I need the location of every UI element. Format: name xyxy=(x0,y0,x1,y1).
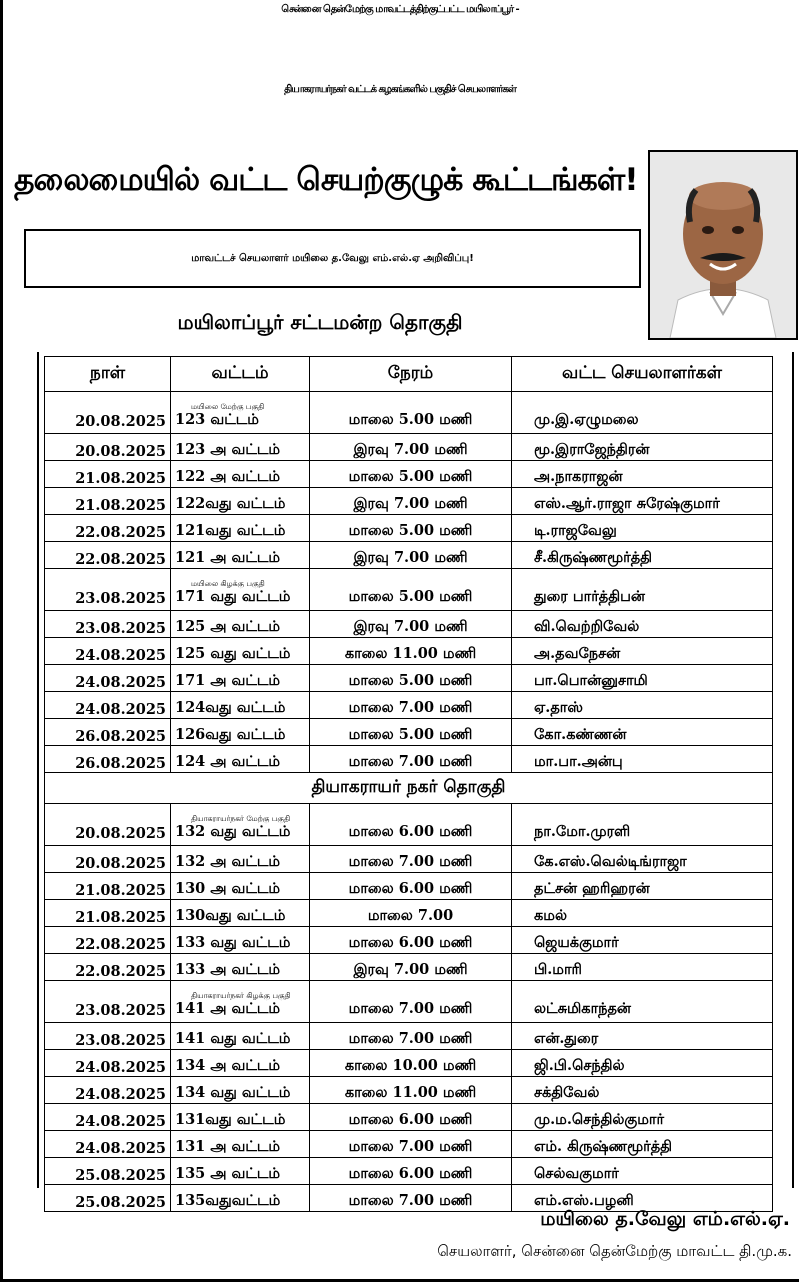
secretary-cell xyxy=(512,719,773,746)
secretary-cell xyxy=(512,804,773,846)
secretary-name: அ.நாகராஜன் xyxy=(534,468,623,485)
secretary-name: என்.துரை xyxy=(534,1030,599,1047)
secretary-name: மூ.இராஜேந்திரன் xyxy=(534,441,650,458)
secretary-cell xyxy=(512,638,773,665)
headline-line-1: சென்னை தென்மேற்கு மாவட்டத்திற்குட்பட்ட மயிலாப்பூர் - xyxy=(281,4,519,15)
secretary-name: டி.ராஜவேலு xyxy=(534,522,617,539)
time-cell: மாலை 5.00 மணி xyxy=(310,461,512,488)
secretary-name: லட்சுமிகாந்தன் xyxy=(534,1000,631,1017)
date-cell: 24.08.2025 xyxy=(45,1131,171,1158)
portrait-illustration xyxy=(650,152,796,338)
area-note: மயிலை கிழக்கு பகுதி xyxy=(191,579,265,588)
table-row xyxy=(45,1077,773,1104)
table-row xyxy=(45,665,773,692)
date-cell: 22.08.2025 xyxy=(45,542,171,569)
secretary-cell xyxy=(512,665,773,692)
ward-cell: 123 அ வட்டம் xyxy=(171,434,310,461)
secretary-name: கே.எஸ்.வெல்டிங்ராஜா xyxy=(534,853,687,870)
time-cell: மாலை 7.00 மணி xyxy=(310,1185,512,1212)
time-cell: மாலை 6.00 மணி xyxy=(310,1158,512,1185)
secretary-cell xyxy=(512,1050,773,1077)
ward-cell: 121வது வட்டம் xyxy=(171,515,310,542)
secretary-cell xyxy=(512,515,773,542)
ward-cell: 135 அ வட்டம் xyxy=(171,1158,310,1185)
date-cell: 21.08.2025 xyxy=(45,461,171,488)
table-row xyxy=(45,719,773,746)
secretary-cell xyxy=(512,1131,773,1158)
date-cell: 24.08.2025 xyxy=(45,1077,171,1104)
schedule-table xyxy=(44,356,773,1212)
time-cell: இரவு 7.00 மணி xyxy=(310,434,512,461)
secretary-cell xyxy=(512,746,773,773)
time-cell: மாலை 5.00 மணி xyxy=(310,569,512,611)
date-cell: 22.08.2025 xyxy=(45,515,171,542)
ward-cell: 131 அ வட்டம் xyxy=(171,1131,310,1158)
time-cell: காலை 11.00 மணி xyxy=(310,638,512,665)
ward-cell: 133 வது வட்டம் xyxy=(171,927,310,954)
secretary-cell xyxy=(512,981,773,1023)
secretary-cell xyxy=(512,1023,773,1050)
secretary-cell xyxy=(512,542,773,569)
secretary-cell xyxy=(512,461,773,488)
time-cell: மாலை 6.00 மணி xyxy=(310,1104,512,1131)
table-row xyxy=(45,515,773,542)
secretary-name: எஸ்.ஆர்.ராஜா சுரேஷ்குமார் xyxy=(534,495,720,512)
secretary-name: ஏ.தாஸ் xyxy=(534,699,583,716)
portrait-photo xyxy=(648,150,798,340)
secretary-cell xyxy=(512,900,773,927)
table-row xyxy=(45,746,773,773)
date-cell: 20.08.2025 xyxy=(45,434,171,461)
area-note: மயிலை மேற்கு பகுதி xyxy=(191,402,265,411)
ward-cell: 135வதுவட்டம் xyxy=(171,1185,310,1212)
secretary-name: பா.பொன்னுசாமி xyxy=(534,672,648,689)
date-cell: 24.08.2025 xyxy=(45,1104,171,1131)
ward-cell xyxy=(171,981,310,1023)
ward-cell: 125 வது வட்டம் xyxy=(171,638,310,665)
left-rule xyxy=(37,352,39,1188)
time-cell: இரவு 7.00 மணி xyxy=(310,488,512,515)
time-cell: மாலை 5.00 மணி xyxy=(310,515,512,542)
time-cell: மாலை 7.00 xyxy=(310,900,512,927)
date-cell: 21.08.2025 xyxy=(45,488,171,515)
ward-cell: 122வது வட்டம் xyxy=(171,488,310,515)
ward-cell: 132 அ வட்டம் xyxy=(171,846,310,873)
time-cell: மாலை 7.00 மணி xyxy=(310,746,512,773)
time-cell: மாலை 6.00 மணி xyxy=(310,873,512,900)
secretary-cell xyxy=(512,392,773,434)
secretary-name: கோ.கண்ணன் xyxy=(534,726,627,743)
secretary-cell xyxy=(512,611,773,638)
date-cell: 20.08.2025 xyxy=(45,846,171,873)
time-cell: மாலை 6.00 மணி xyxy=(310,927,512,954)
table-header-row xyxy=(45,357,773,392)
date-cell: 22.08.2025 xyxy=(45,927,171,954)
time-cell: மாலை 5.00 மணி xyxy=(310,719,512,746)
ward-cell: 141 வது வட்டம் xyxy=(171,1023,310,1050)
date-cell: 23.08.2025 xyxy=(45,569,171,611)
secretary-name: அ.தவநேசன் xyxy=(534,645,621,662)
time-cell: மாலை 7.00 மணி xyxy=(310,1023,512,1050)
ward-label: 171 வது வட்டம் xyxy=(175,588,291,605)
ward-cell: 124வது வட்டம் xyxy=(171,692,310,719)
date-cell: 25.08.2025 xyxy=(45,1185,171,1212)
secretary-name: துரை பார்த்திபன் xyxy=(534,588,645,605)
table-row xyxy=(45,846,773,873)
secretary-name: மு.ம.செந்தில்குமார் xyxy=(534,1111,665,1128)
ward-cell: 134 அ வட்டம் xyxy=(171,1050,310,1077)
secretary-name: பி.மாரி xyxy=(534,961,582,978)
table-row xyxy=(45,927,773,954)
secretary-name: சக்திவேல் xyxy=(534,1084,600,1101)
table-row xyxy=(45,434,773,461)
secretary-name: சீ.கிருஷ்ணமூர்த்தி xyxy=(534,549,653,566)
table-row xyxy=(45,542,773,569)
time-cell: மாலை 7.00 மணி xyxy=(310,981,512,1023)
header-date: நாள் xyxy=(45,357,171,392)
date-cell: 23.08.2025 xyxy=(45,611,171,638)
ward-label: 132 வது வட்டம் xyxy=(175,823,291,840)
ward-cell: 125 அ வட்டம் xyxy=(171,611,310,638)
secretary-cell xyxy=(512,927,773,954)
table-row xyxy=(45,1158,773,1185)
time-cell: மாலை 5.00 மணி xyxy=(310,392,512,434)
section-title-mylapore: மயிலாப்பூர் சட்டமன்ற தொகுதி xyxy=(177,310,463,334)
header-time: நேரம் xyxy=(310,357,512,392)
time-cell: காலை 11.00 மணி xyxy=(310,1077,512,1104)
date-cell: 26.08.2025 xyxy=(45,719,171,746)
ward-cell: 133 அ வட்டம் xyxy=(171,954,310,981)
secretary-name: மா.பா.அன்பு xyxy=(534,753,623,770)
date-cell: 20.08.2025 xyxy=(45,804,171,846)
header-ward: வட்டம் xyxy=(171,357,310,392)
headline-line-2: தியாகராயர்நகர் வட்டக் கழகங்களில் பகுதிச் செயலாளர்கள் xyxy=(284,84,516,95)
table-row xyxy=(45,638,773,665)
date-cell: 24.08.2025 xyxy=(45,1050,171,1077)
table-row xyxy=(45,392,773,434)
headline-line-3: தலைமையில் வட்ட செயற்குழுக் கூட்டங்கள்! xyxy=(14,162,638,198)
time-cell: மாலை 7.00 மணி xyxy=(310,846,512,873)
header-secretary: வட்ட செயலாளர்கள் xyxy=(512,357,773,392)
date-cell: 21.08.2025 xyxy=(45,900,171,927)
section-title-tnagar: தியாகராயர் நகர் தொகுதி xyxy=(45,773,773,804)
area-note: தியாகராயர்நகர் கிழக்கு பகுதி xyxy=(191,991,291,1000)
secretary-name: எம். கிருஷ்ணமூர்த்தி xyxy=(534,1138,673,1155)
secretary-cell xyxy=(512,1104,773,1131)
ward-label: 141 அ வட்டம் xyxy=(175,1000,281,1017)
time-cell: இரவு 7.00 மணி xyxy=(310,954,512,981)
area-note: தியாகராயர்நகர் மேற்கு பகுதி xyxy=(191,814,291,823)
secretary-cell xyxy=(512,692,773,719)
ward-cell: 124 அ வட்டம் xyxy=(171,746,310,773)
date-cell: 24.08.2025 xyxy=(45,665,171,692)
time-cell: மாலை 7.00 மணி xyxy=(310,1131,512,1158)
secretary-cell xyxy=(512,873,773,900)
ward-cell: 126வது வட்டம் xyxy=(171,719,310,746)
table-row xyxy=(45,981,773,1023)
table-row xyxy=(45,900,773,927)
date-cell: 23.08.2025 xyxy=(45,1023,171,1050)
ward-label: 123 வட்டம் xyxy=(175,411,259,428)
table-row xyxy=(45,954,773,981)
time-cell: மாலை 5.00 மணி xyxy=(310,665,512,692)
ward-cell xyxy=(171,569,310,611)
secretary-name: தட்சன் ஹரிஹரன் xyxy=(534,880,650,897)
right-rule xyxy=(792,352,794,1188)
secretary-cell xyxy=(512,434,773,461)
date-cell: 23.08.2025 xyxy=(45,981,171,1023)
time-cell: இரவு 7.00 மணி xyxy=(310,542,512,569)
ward-cell: 121 அ வட்டம் xyxy=(171,542,310,569)
secretary-name: கமல் xyxy=(534,907,567,924)
table-row xyxy=(45,692,773,719)
table-row xyxy=(45,1023,773,1050)
time-cell: மாலை 7.00 மணி xyxy=(310,692,512,719)
secretary-cell xyxy=(512,488,773,515)
signature-designation: செயலாளர், சென்னை தென்மேற்கு மாவட்ட தி.மு.க. xyxy=(437,1242,792,1260)
table-row xyxy=(45,804,773,846)
ward-cell xyxy=(171,392,310,434)
table-row xyxy=(45,873,773,900)
ward-cell: 130வது வட்டம் xyxy=(171,900,310,927)
ward-cell: 130 அ வட்டம் xyxy=(171,873,310,900)
secretary-cell xyxy=(512,846,773,873)
table-row xyxy=(45,1104,773,1131)
table-row xyxy=(45,611,773,638)
secretary-name: ஜெயக்குமார் xyxy=(534,934,619,951)
time-cell: மாலை 6.00 மணி xyxy=(310,804,512,846)
date-cell: 22.08.2025 xyxy=(45,954,171,981)
table-row xyxy=(45,569,773,611)
secretary-name: எம்.எஸ்.பழனி xyxy=(534,1192,634,1209)
ward-cell xyxy=(171,804,310,846)
ward-cell: 131வது வட்டம் xyxy=(171,1104,310,1131)
ward-cell: 122 அ வட்டம் xyxy=(171,461,310,488)
section-title-row xyxy=(45,773,773,804)
table-row xyxy=(45,1131,773,1158)
ward-cell: 171 அ வட்டம் xyxy=(171,665,310,692)
secretary-cell xyxy=(512,569,773,611)
table-row xyxy=(45,1050,773,1077)
date-cell: 25.08.2025 xyxy=(45,1158,171,1185)
date-cell: 21.08.2025 xyxy=(45,873,171,900)
secretary-name: நா.மோ.முரளி xyxy=(534,823,631,840)
secretary-cell xyxy=(512,1077,773,1104)
date-cell: 24.08.2025 xyxy=(45,638,171,665)
secretary-name: ஜி.பி.செந்தில் xyxy=(534,1057,625,1074)
date-cell: 20.08.2025 xyxy=(45,392,171,434)
signature-name: மயிலை த.வேலு எம்.எல்.ஏ. xyxy=(540,1208,790,1230)
time-cell: இரவு 7.00 மணி xyxy=(310,611,512,638)
announcement-box: மாவட்டச் செயலாளர் மயிலை த.வேலு எம்.எல்.ஏ அறிவிப்பு! xyxy=(24,229,641,288)
secretary-name: செல்வகுமார் xyxy=(534,1165,619,1182)
time-cell: காலை 10.00 மணி xyxy=(310,1050,512,1077)
table-row xyxy=(45,461,773,488)
secretary-name: மு.இ.ஏழுமலை xyxy=(534,411,639,428)
secretary-name: வி.வெற்றிவேல் xyxy=(534,618,640,635)
date-cell: 26.08.2025 xyxy=(45,746,171,773)
secretary-cell xyxy=(512,954,773,981)
table-row xyxy=(45,488,773,515)
secretary-cell xyxy=(512,1158,773,1185)
date-cell: 24.08.2025 xyxy=(45,692,171,719)
ward-cell: 134 வது வட்டம் xyxy=(171,1077,310,1104)
